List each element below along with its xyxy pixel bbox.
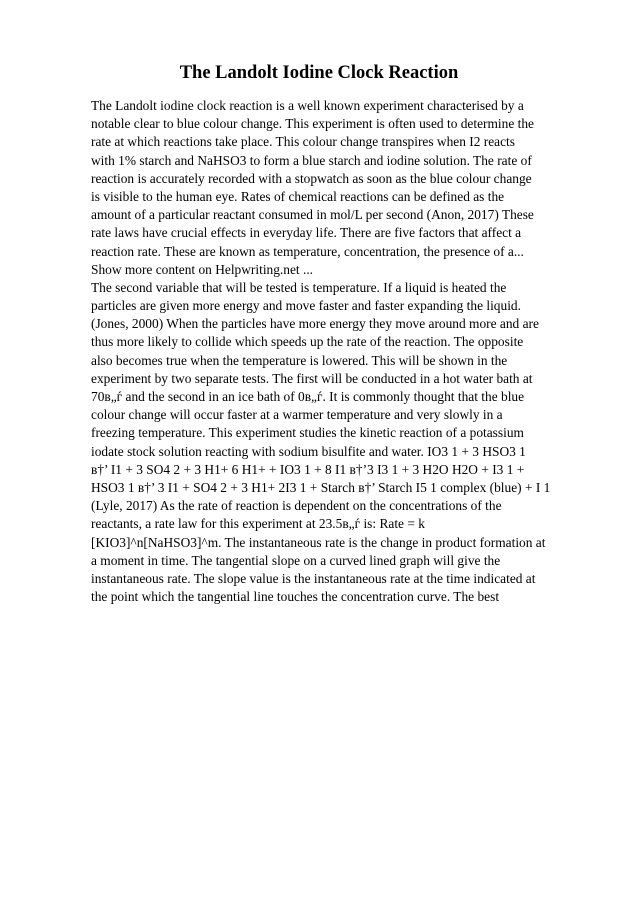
- body-text-line: instantaneous rate. The slope value is the instantaneous rate at the time indicated at: [91, 570, 536, 586]
- body-text-line: 70в„ѓ and the second in an ice bath of 0в„ѓ. It is commonly thought that the blue: [91, 389, 525, 404]
- body-text-line: reaction is accurately recorded with a stopwatch as soon as the blue colour change: [91, 170, 532, 186]
- body-text-line: HSO3 1 в†’ 3 I1 + SO4 2 + 3 H1+ 2I3 1 + Starch в†’ Starch I5 1 complex (blue) + I 1: [91, 479, 551, 495]
- body-text-line: notable clear to blue colour change. This experiment is often used to determine the: [91, 116, 534, 132]
- body-text-line: в†’ I1 + 3 SO4 2 + 3 H1+ 6 H1+ + IO3 1 + 8 I1 в†’3 I3 1 + 3 H2O H2O + I3 1 +: [91, 461, 525, 477]
- body-text-line: freezing temperature. This experiment studies the kinetic reaction of a potassium: [91, 425, 524, 441]
- body-text-line: reactants, a rate law for this experiment at 23.5в„ѓ is: Rate = k: [91, 516, 425, 532]
- document-body: [91, 97, 591, 606]
- body-text-line: Show more content on Helpwriting.net ...: [91, 261, 314, 277]
- body-text-line: [KIO3]^n[NaHSO3]^m. The instantaneous rate is the change in product formation at: [91, 534, 546, 550]
- document-title: The Landolt Iodine Clock Reaction: [179, 63, 459, 83]
- body-text-line: is visible to the human eye. Rates of chemical reactions can be defined as the: [91, 188, 505, 204]
- body-text-line: amount of a particular reactant consumed in mol/L per second (Anon, 2017) These: [91, 207, 534, 223]
- body-text-line: also becomes true when the temperature is lowered. This will be shown in the: [91, 352, 508, 368]
- body-text-line: rate laws have crucial effects in everyday life. There are five factors that affect a: [91, 225, 522, 241]
- body-text-line: iodate stock solution reacting with sodium bisulfite and water. IO3 1 + 3 HSO3 1: [91, 443, 526, 459]
- body-text-line: experiment by two separate tests. The first will be conducted in a hot water bath at: [91, 370, 533, 386]
- body-text-line: The second variable that will be tested is temperature. If a liquid is heated the: [91, 279, 507, 295]
- body-text-line: particles are given more energy and move faster and faster expanding the liquid.: [91, 298, 521, 314]
- body-text-line: the point which the tangential line touches the concentration curve. The best: [91, 589, 500, 605]
- body-text-line: with 1% starch and NaHSO3 to form a blue starch and iodine solution. The rate of: [91, 152, 532, 168]
- body-text-line: rate at which reactions take place. This colour change transpires when I2 reacts: [91, 134, 515, 150]
- body-text-line: a moment in time. The tangential slope on a curved lined graph will give the: [91, 552, 501, 568]
- body-text-line: (Lyle, 2017) As the rate of reaction is dependent on the concentrations of the: [91, 498, 502, 514]
- body-text-line: reaction rate. These are known as temperature, concentration, the presence of a...: [91, 243, 524, 259]
- body-text-line: The Landolt iodine clock reaction is a well known experiment characterised by a: [91, 98, 524, 113]
- body-text-line: (Jones, 2000) When the particles have more energy they move around more and are: [91, 316, 539, 332]
- body-text-line: colour change will occur faster at a warmer temperature and very slowly in a: [91, 407, 503, 423]
- body-text-line: thus more likely to collide which speeds up the rate of the reaction. The opposite: [91, 334, 524, 350]
